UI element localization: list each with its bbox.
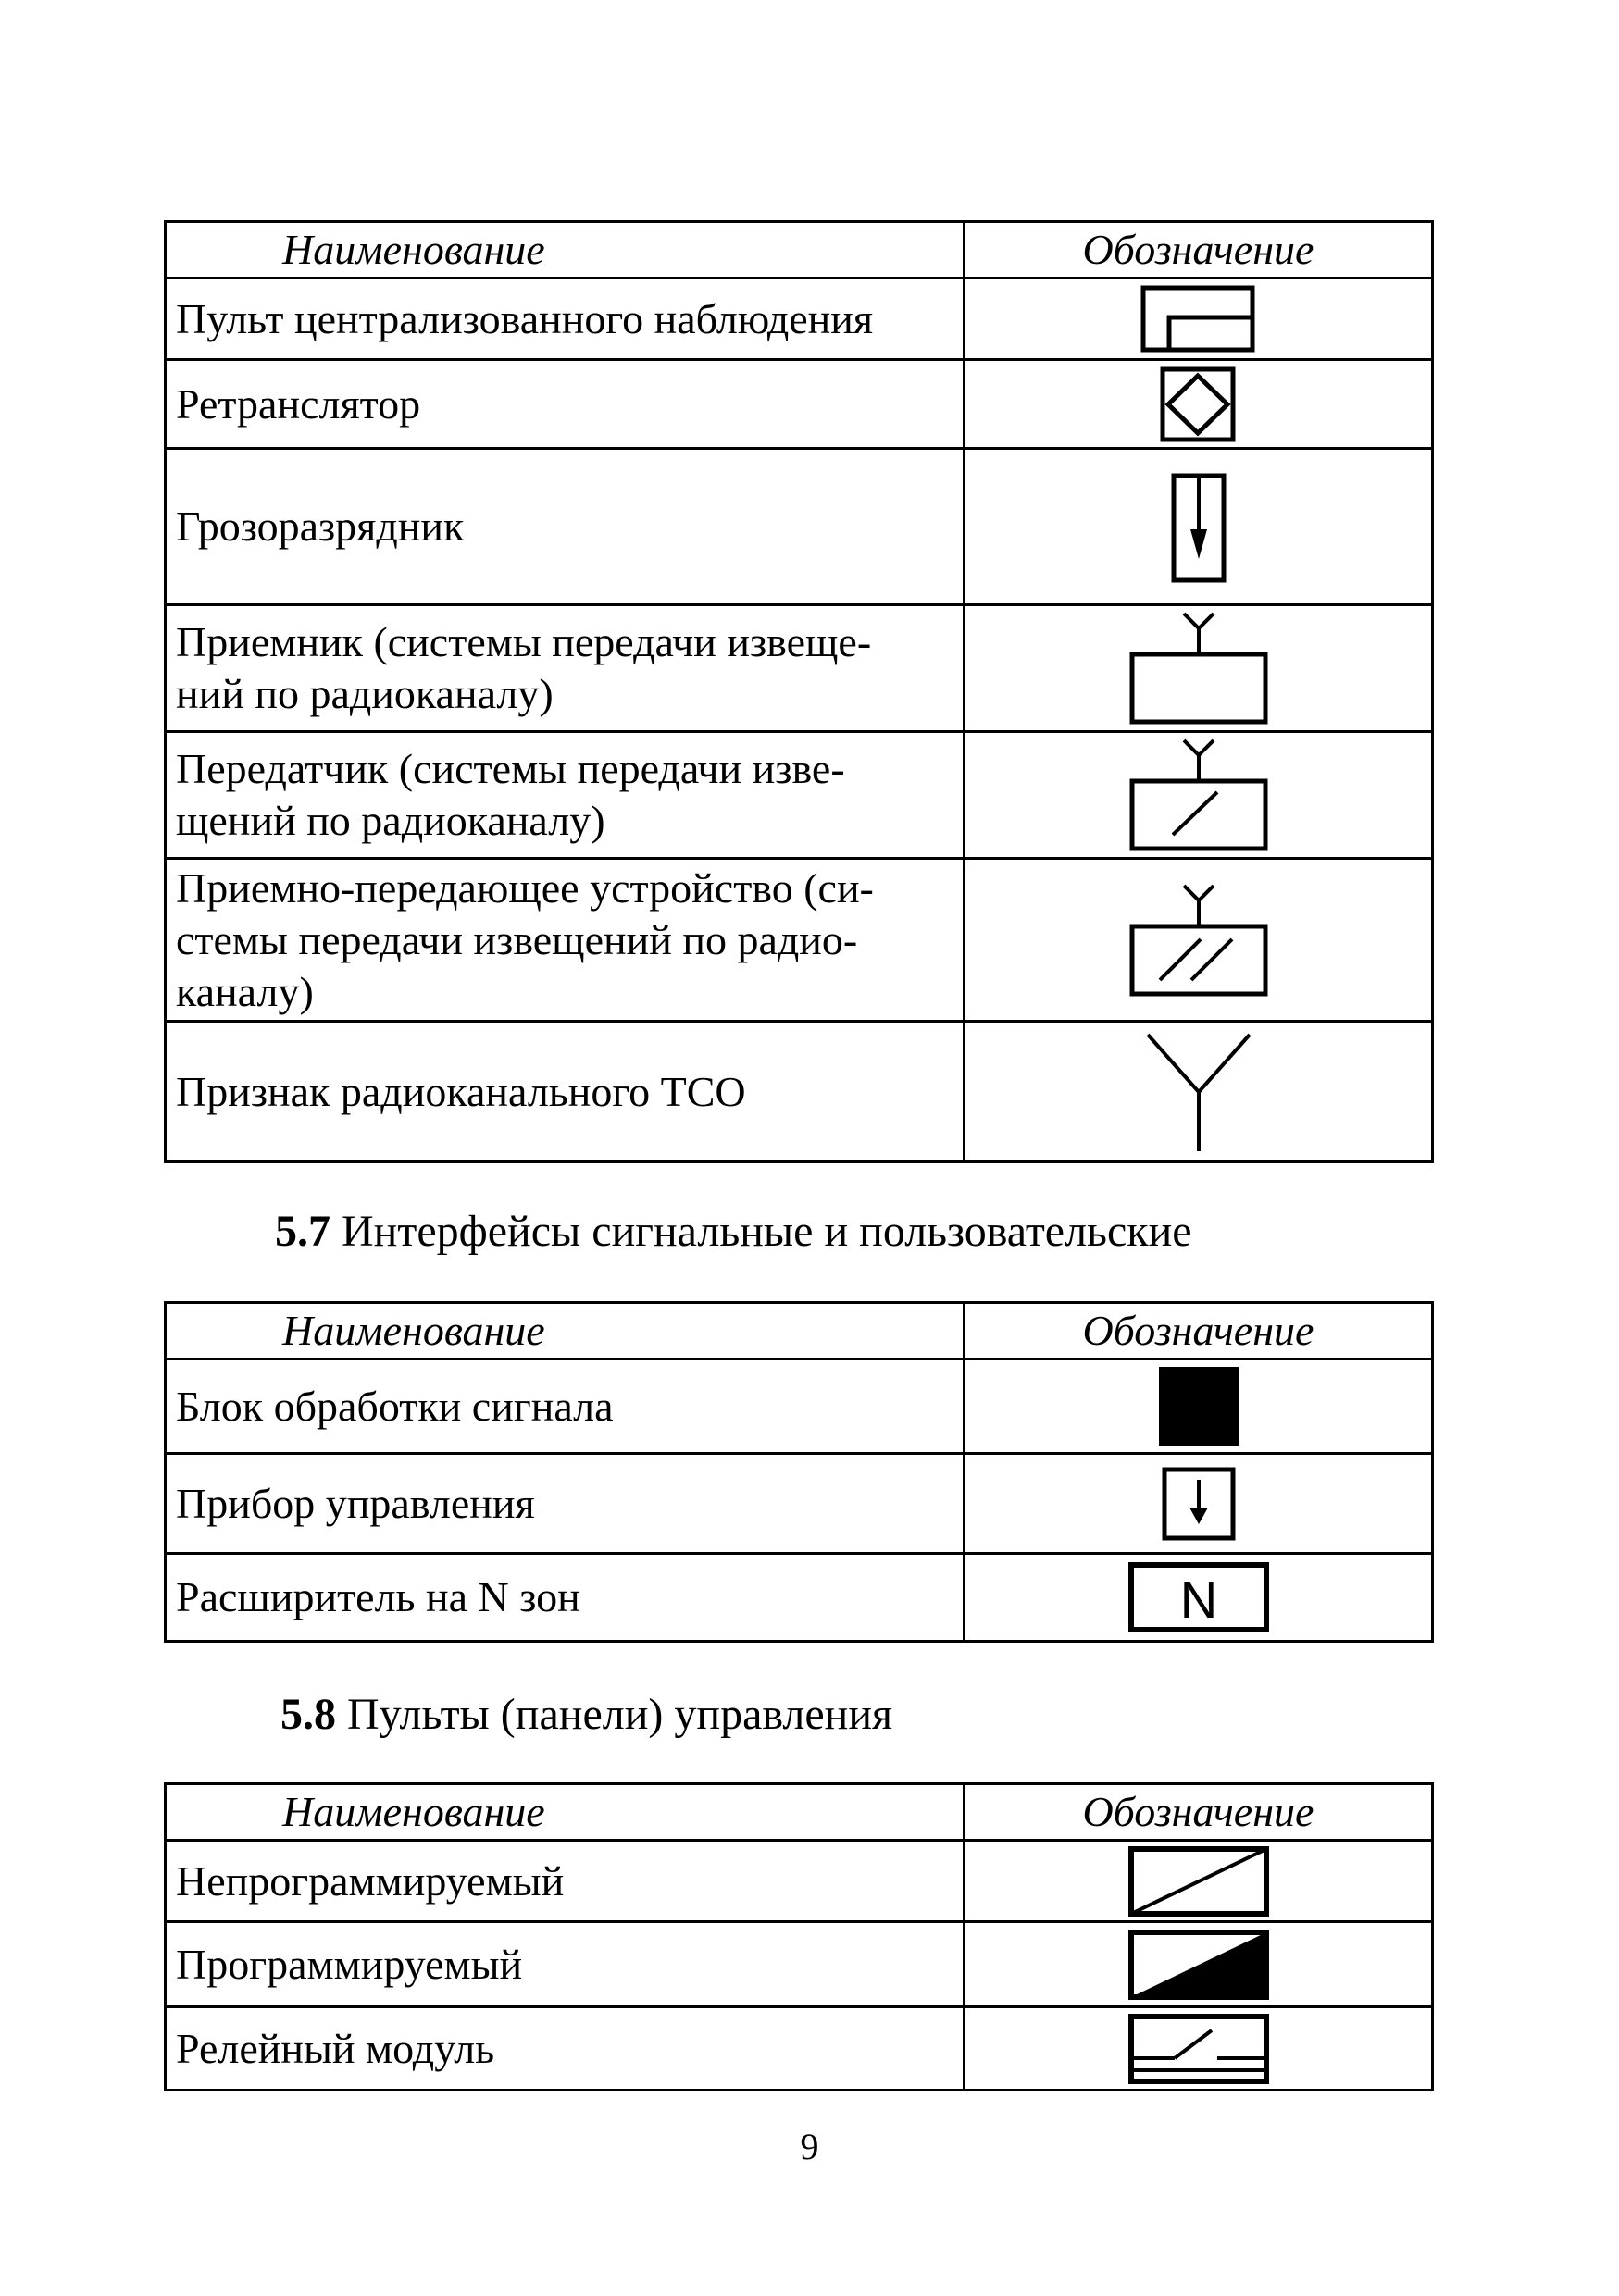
table-row — [166, 605, 1433, 732]
zone-expander-symbol-cell — [965, 1554, 1433, 1642]
row-name: Приемник (системы передачи извеще- ний по радиоканалу) — [166, 605, 965, 732]
control-device-symbol — [1160, 1465, 1238, 1543]
table-signalling-devices — [164, 220, 1434, 1163]
programmable-panel-symbol-cell — [965, 1922, 1433, 2007]
lightning-arrester-symbol-cell — [965, 449, 1433, 605]
header-symbol: Обозначение — [965, 222, 1433, 279]
table-row — [166, 449, 1433, 605]
row-name: Передатчик (системы передачи изве- щений по радиоканалу) — [166, 732, 965, 859]
relay-module-symbol-cell — [965, 2007, 1433, 2091]
control-device-symbol-cell — [965, 1454, 1433, 1554]
section-title: Интерфейсы сигнальные и пользовательские — [342, 1207, 1192, 1256]
signal-processing-unit-symbol — [1157, 1365, 1240, 1448]
relay-module-symbol — [1127, 2012, 1271, 2086]
central-monitoring-console-symbol-cell — [965, 279, 1433, 360]
table-row — [166, 859, 1433, 1022]
table-row — [166, 1022, 1433, 1162]
row-name: Непрограммируемый — [166, 1841, 965, 1922]
section-number: 5.8 — [280, 1690, 336, 1739]
radio-transmitter-symbol-cell — [965, 732, 1433, 859]
header-name: Наименование — [166, 222, 965, 279]
row-name: Прибор управления — [166, 1454, 965, 1554]
row-name: Программируемый — [166, 1922, 965, 2007]
header-name: Наименование — [166, 1784, 965, 1841]
lightning-arrester-symbol — [1162, 466, 1236, 587]
table-header-row — [166, 1784, 1433, 1841]
radio-channel-sign-symbol-cell — [965, 1022, 1433, 1162]
table-row — [166, 1841, 1433, 1922]
table-row — [166, 732, 1433, 859]
section-number: 5.7 — [275, 1207, 330, 1256]
header-name: Наименование — [166, 1303, 965, 1359]
header-symbol: Обозначение — [965, 1303, 1433, 1359]
section-title: Пульты (панели) управления — [347, 1690, 893, 1739]
header-symbol: Обозначение — [965, 1784, 1433, 1841]
table-row — [166, 1359, 1433, 1454]
signal-processing-unit-symbol-cell — [965, 1359, 1433, 1454]
section-5-8-heading — [280, 1689, 892, 1741]
row-name: Ретранслятор — [166, 360, 965, 449]
table-row — [166, 1922, 1433, 2007]
non-programmable-panel-symbol — [1127, 1844, 1271, 1918]
row-name: Грозоразрядник — [166, 449, 965, 605]
radio-transceiver-symbol-cell — [965, 859, 1433, 1022]
row-name: Признак радиоканального ТСО — [166, 1022, 965, 1162]
table-row — [166, 1554, 1433, 1642]
central-monitoring-console-symbol — [1139, 282, 1259, 356]
zone-expander-symbol — [1127, 1560, 1271, 1634]
radio-transceiver-symbol — [1125, 880, 1273, 1000]
table-header-row — [166, 1303, 1433, 1359]
row-name: Релейный модуль — [166, 2007, 965, 2091]
table-header-row — [166, 222, 1433, 279]
radio-receiver-symbol-cell — [965, 605, 1433, 732]
section-5-7-heading — [275, 1206, 1192, 1258]
table-row — [166, 279, 1433, 360]
repeater-symbol — [1157, 365, 1240, 444]
row-name: Блок обработки сигнала — [166, 1359, 965, 1454]
programmable-panel-symbol — [1127, 1928, 1271, 2002]
row-name: Пульт централизованного наблюдения — [166, 279, 965, 360]
radio-channel-sign-symbol — [1139, 1027, 1259, 1157]
page-number: 9 — [800, 2126, 819, 2167]
row-name: Приемно-передающее устройство (си- стемы передачи извещений по радио- каналу) — [166, 859, 965, 1022]
table-control-panels — [164, 1782, 1434, 2091]
non-programmable-panel-symbol-cell — [965, 1841, 1433, 1922]
table-row — [166, 1454, 1433, 1554]
table-row — [166, 360, 1433, 449]
row-name: Расширитель на N зон — [166, 1554, 965, 1642]
repeater-symbol-cell — [965, 360, 1433, 449]
zone-expander-label: N — [1179, 1570, 1217, 1629]
table-interfaces — [164, 1301, 1434, 1643]
radio-receiver-symbol — [1125, 608, 1273, 728]
radio-transmitter-symbol — [1125, 735, 1273, 855]
table-row — [166, 2007, 1433, 2091]
